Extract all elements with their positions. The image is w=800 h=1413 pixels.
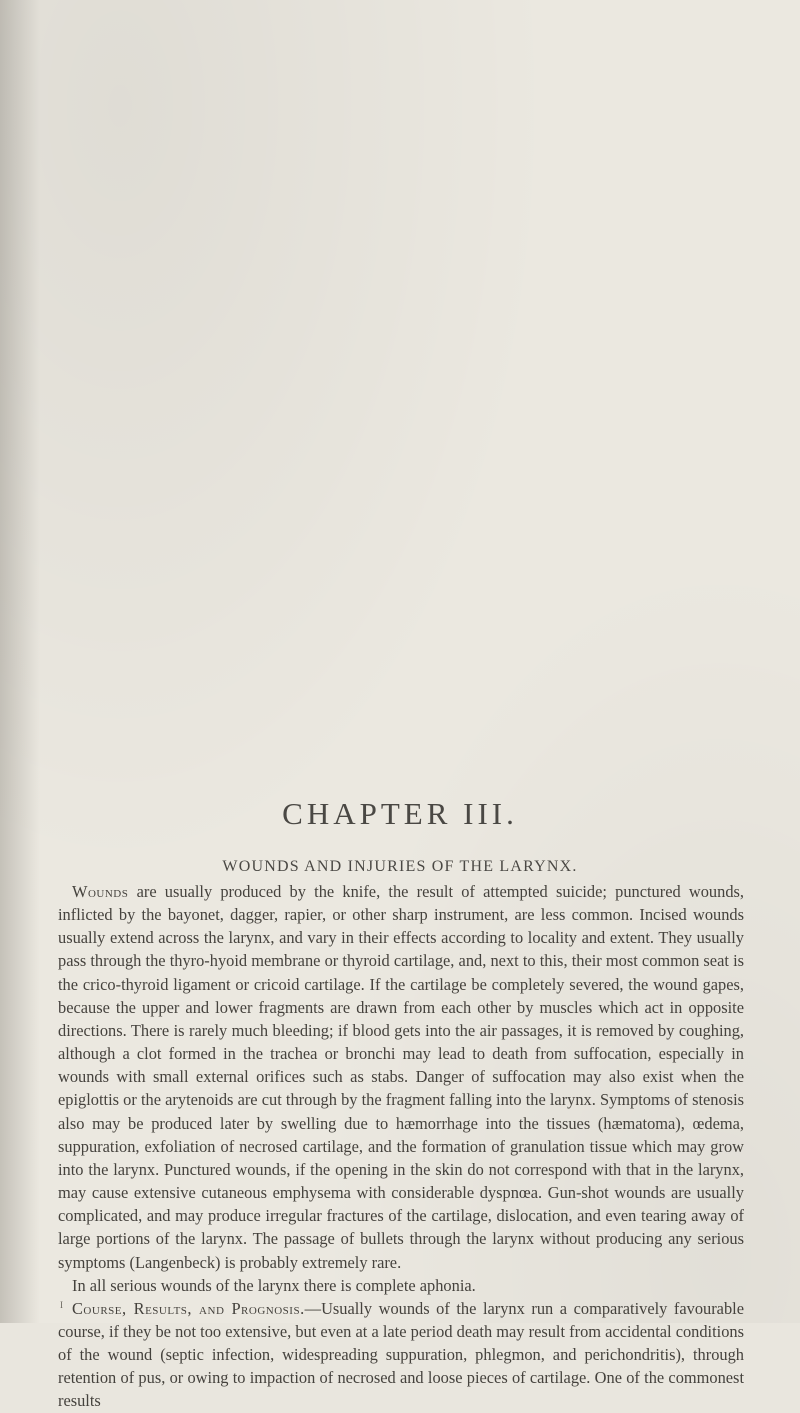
paragraph-lead: Wounds (72, 882, 129, 901)
paragraph-course (58, 1297, 744, 1413)
body-text (58, 880, 744, 1413)
signature-mark: I (60, 1300, 63, 1310)
paragraph-text: are usually produced by the knife, the result of attempted suicide; punctured wounds, inflicted by the bayonet, dagger, rapier, or other sharp instrument, are less common. Incised wounds usually extend across the larynx, and vary in their effects according to locality and extent. They usually pass through the thyro-hyoid membrane or thyroid cartilage, and, next to this, their most common seat is the crico-thyroid ligament or cricoid cartilage. If the cartilage be completely severed, the wound gapes, because the upper and lower fragments are drawn from each other by muscles which act in opposite directions. There is rarely much bleeding; if blood gets into the air passages, it is removed by coughing, although a clot formed in the trachea or bronchi may lead to death from suffocation, especially in wounds with small external orifices such as stabs. Danger of suffocation may also exist when the epiglottis or the arytenoids are cut through by the fragment falling into the larynx. Symptoms of stenosis also may be produced later by swelling due to hæmorrhage into the tissues (hæmatoma), œdema, suppuration, exfoliation of necrosed cartilage, and the formation of granulation tissue which may grow into the larynx. Punctured wounds, if the opening in the skin do not correspond with that in the larynx, may cause extensive cutaneous emphysema with considerable dyspnœa. Gun-shot wounds are usually complicated, and may produce irregular fractures of the cartilage, dislocation, and even tearing away of large portions of the larynx. The passage of bullets through the larynx without producing any serious symptoms (Langenbeck) is probably extremely rare. (58, 882, 744, 1272)
binding-shadow (0, 0, 40, 1323)
paragraph-aphonia (58, 1274, 744, 1297)
paragraph-text: —Usually wounds of the larynx run a comparatively favourable course, if they be not too extensive, but even at a late period death may result from accidental conditions of the wound (septic infection, widespreading suppuration, phlegmon, and perichondritis), through retention of pus, or owing to impaction of necrosed and loose pieces of cartilage. One of the commonest results (58, 1298, 744, 1411)
paragraph-wounds (58, 880, 744, 1274)
paragraph-lead: Course, Results, and Prognosis. (72, 1298, 305, 1318)
section-heading: WOUNDS AND INJURIES OF THE LARYNX. (222, 858, 578, 875)
chapter-heading: CHAPTER III. (282, 796, 518, 831)
paragraph-text: In all serious wounds of the larynx there is complete aphonia. (72, 1275, 476, 1295)
